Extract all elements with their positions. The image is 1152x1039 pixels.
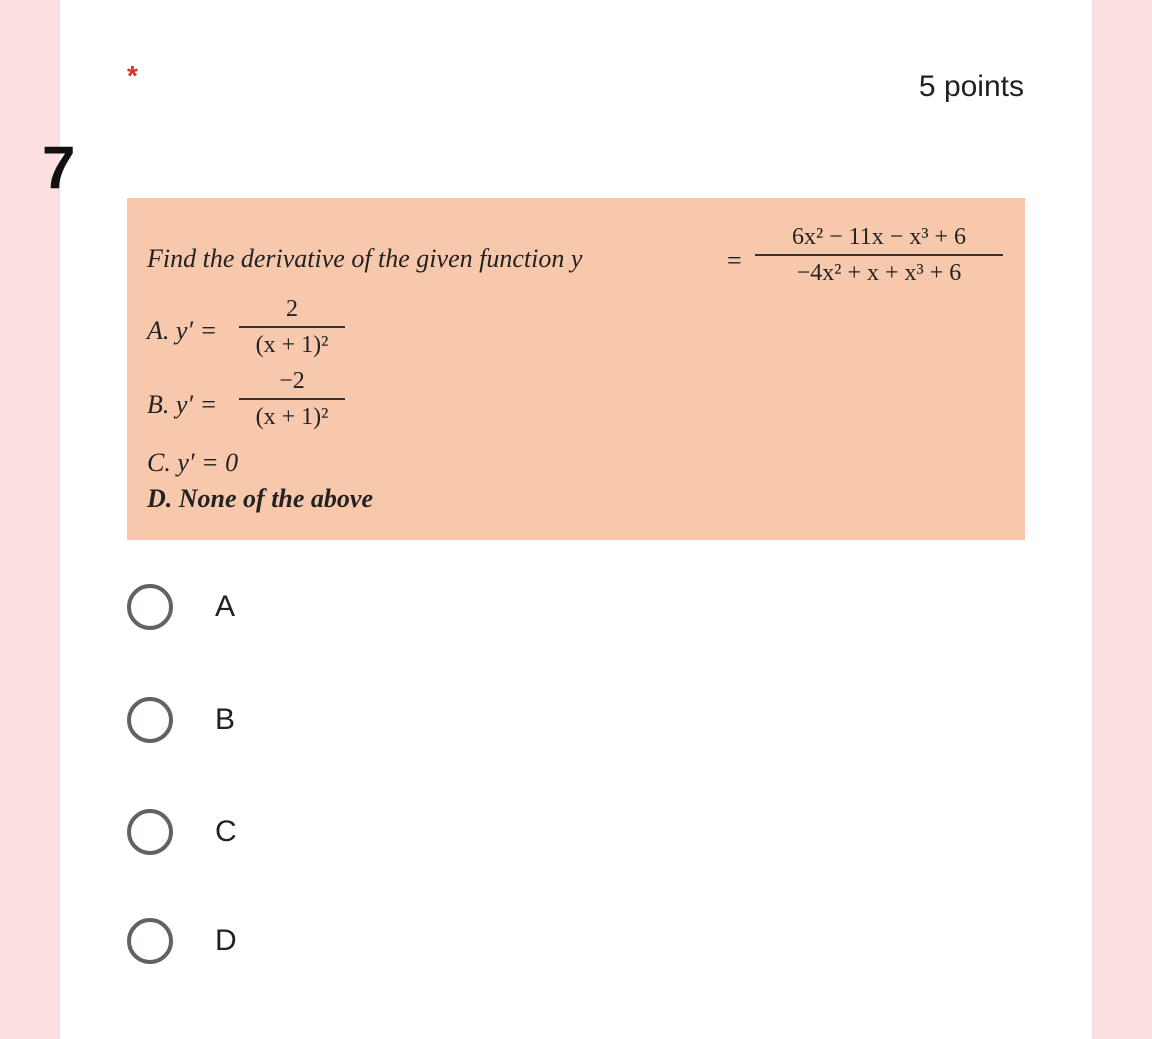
option-d-text: D. None of the above	[147, 484, 374, 513]
choice-b-label: B	[215, 703, 236, 736]
choice-d-label: D	[215, 924, 237, 957]
choice-b[interactable]	[127, 697, 235, 743]
radio-button-c[interactable]	[127, 809, 173, 855]
option-a-denominator: (x + 1)²	[255, 332, 329, 358]
radio-button-d[interactable]	[127, 918, 173, 964]
choice-c[interactable]	[127, 809, 237, 855]
option-b-fraction	[239, 366, 345, 432]
points-label: 5 points	[918, 70, 1024, 103]
question-image	[127, 198, 1025, 540]
choice-a[interactable]	[127, 584, 235, 630]
fraction-bar	[239, 398, 345, 400]
option-b-denominator: (x + 1)²	[255, 404, 329, 430]
option-b-numerator: −2	[279, 368, 305, 394]
choice-d[interactable]	[127, 918, 237, 964]
function-fraction	[755, 222, 1003, 288]
option-c-text: C. y′ = 0	[147, 448, 239, 477]
choice-c-label: C	[215, 815, 237, 848]
equals-sign: =	[727, 246, 742, 275]
option-a-label: A. y′ =	[147, 316, 218, 345]
fraction-bar	[755, 254, 1003, 256]
choice-a-label: A	[215, 590, 236, 623]
fraction-bar	[239, 326, 345, 328]
required-indicator: *	[127, 60, 138, 91]
question-number: 7	[42, 134, 76, 201]
radio-button-a[interactable]	[127, 584, 173, 630]
function-numerator: 6x² − 11x − x³ + 6	[791, 224, 967, 250]
function-denominator: −4x² + x + x³ + 6	[796, 260, 962, 286]
option-a-fraction	[239, 294, 345, 360]
option-b-label: B. y′ =	[147, 390, 218, 419]
radio-button-b[interactable]	[127, 697, 173, 743]
option-a-numerator: 2	[286, 296, 298, 322]
question-prompt: Find the derivative of the given function y	[147, 244, 583, 273]
